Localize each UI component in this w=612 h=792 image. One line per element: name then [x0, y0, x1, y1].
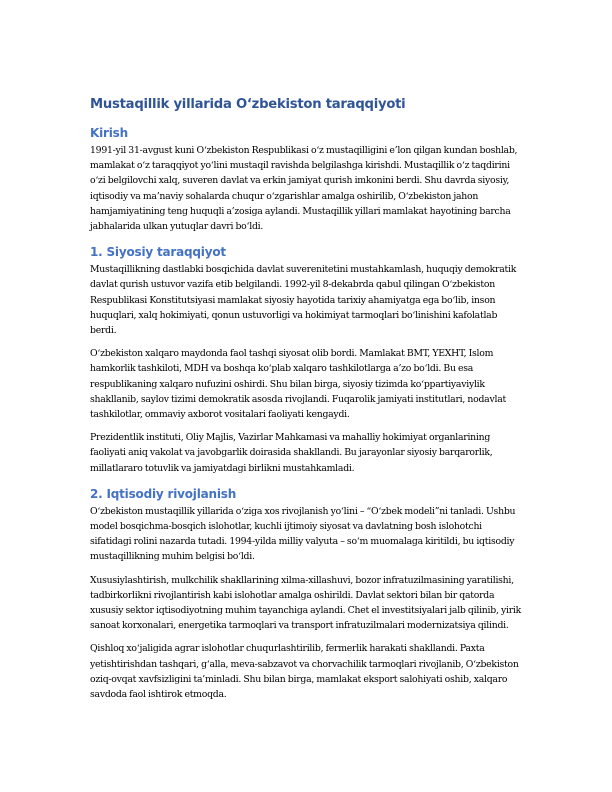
- paragraph: O‘zbekiston mustaqillik yillarida o‘ziga xos rivojlanish yo‘lini – “O‘zbek modeli”ni tanladi. Ushbu model bosqichma-bosqich islohotlar, kuchli ijtimoiy siyosat va davlatning bosh islohotchi sifatidagi rolini nazarda tutadi. 1994-yilda milliy valyuta – so‘m muomalaga kiritildi, bu iqtisodiy mustaqillikning muhim belgisi bo‘ldi.: [90, 505, 516, 563]
- paragraph: Xususiylashtirish, mulkchilik shakllarining xilma-xillashuvi, bozor infratuzilmasining yaratilishi, tadbirkorlikni rivojlantirish kabi islohotlar amalga oshirildi. Davlat sektori bilan bir qatorda xususiy sektor iqtisodiyotning muhim tayanchiga aylandi. Chet el investitsiyalari jalb qilinib, yirik sanoat korxonalari, energetika tarmoqlari va transport infratuzilmalari modernizatsiya qilindi.: [90, 574, 522, 632]
- section-political-development: [90, 244, 522, 476]
- paragraph: 1991-yil 31-avgust kuni O‘zbekiston Respublikasi o‘z mustaqilligini e’lon qilgan kundan boshlab, mamlakat o‘z taraqqiyot yo‘lini mustaqil ravishda belgilashga kirishdi. Mustaqillik o‘z taqdirini o‘zi belgilovchi xalq, suveren davlat va erkin jamiyat qurish imkonini berdi. Shu davrda siyosiy, iqtisodiy va ma’naviy sohalarda chuqur o‘zgarishlar amalga oshirilib, O‘zbekiston jahon hamjamiyatining teng huquqli a’zosiga aylandi. Mustaqillik yillari mamlakat hayotining barcha jabhalarida ulkan yutuqlar davri bo‘ldi.: [90, 145, 518, 233]
- document-title: Mustaqillik yillarida O‘zbekiston taraqqiyoti: [90, 97, 406, 112]
- paragraph: O‘zbekiston xalqaro maydonda faol tashqi siyosat olib bordi. Mamlakat BMT, YEXHT, Islom hamkorlik tashkiloti, MDH va boshqa ko‘plab xalqaro tashkilotlarga a’zo bo‘ldi. Bu esa respublikaning xalqaro nufuzini oshirdi. Shu bilan birga, siyosiy tizimda ko‘ppartiyaviylik shakllanib, saylov tizimi demokratik asosda rivojlandi. Fuqarolik jamiyati institutlari, nodavlat tashkilotlar, ommaviy axborot vositalari faoliyati kengaydi.: [90, 348, 506, 421]
- document-body: [90, 96, 522, 710]
- section-heading: 2. Iqtisodiy rivojlanish: [90, 486, 237, 501]
- section-introduction: [90, 125, 522, 234]
- section-heading: 1. Siyosiy taraqqiyot: [90, 245, 226, 260]
- paragraph: Prezidentlik instituti, Oliy Majlis, Vazirlar Mahkamasi va mahalliy hokimiyat organlarining faoliyati aniq vakolat va javobgarlik doirasida shakllandi. Bu jarayonlar siyosiy barqarorlik, millatlararo totuvlik va jamiyatdagi birlikni mustahkamladi.: [90, 432, 493, 474]
- section-heading: Kirish: [90, 126, 128, 140]
- paragraph: Mustaqillikning dastlabki bosqichida davlat suverenitetini mustahkamlash, huquqiy demokratik davlat qurish ustuvor vazifa etib belgilandi. 1992-yil 8-dekabrda qabul qilingan O‘zbekiston Respublikasi Konstitutsiyasi mamlakat siyosiy hayotida tarixiy ahamiyatga ega bo‘lib, inson huquqlari, xalq hokimiyati, qonun ustuvorligi va hokimiyat tarmoqlari bo‘linishini kafolatlab berdi.: [90, 264, 517, 337]
- section-economic-development: [90, 486, 522, 702]
- paragraph: Qishloq xo‘jaligida agrar islohotlar chuqurlashtirilib, fermerlik harakati shakllandi. Paxta yetishtirishdan tashqari, g‘alla, meva-sabzavot va chorvachilik tarmoqlari rivojlanib, O‘zbekiston oziq-ovqat xavfsizligini ta’minladi. Shu bilan birga, mamlakat eksport salohiyati oshib, xalqaro savdoda faol ishtirok etmoqda.: [90, 643, 519, 701]
